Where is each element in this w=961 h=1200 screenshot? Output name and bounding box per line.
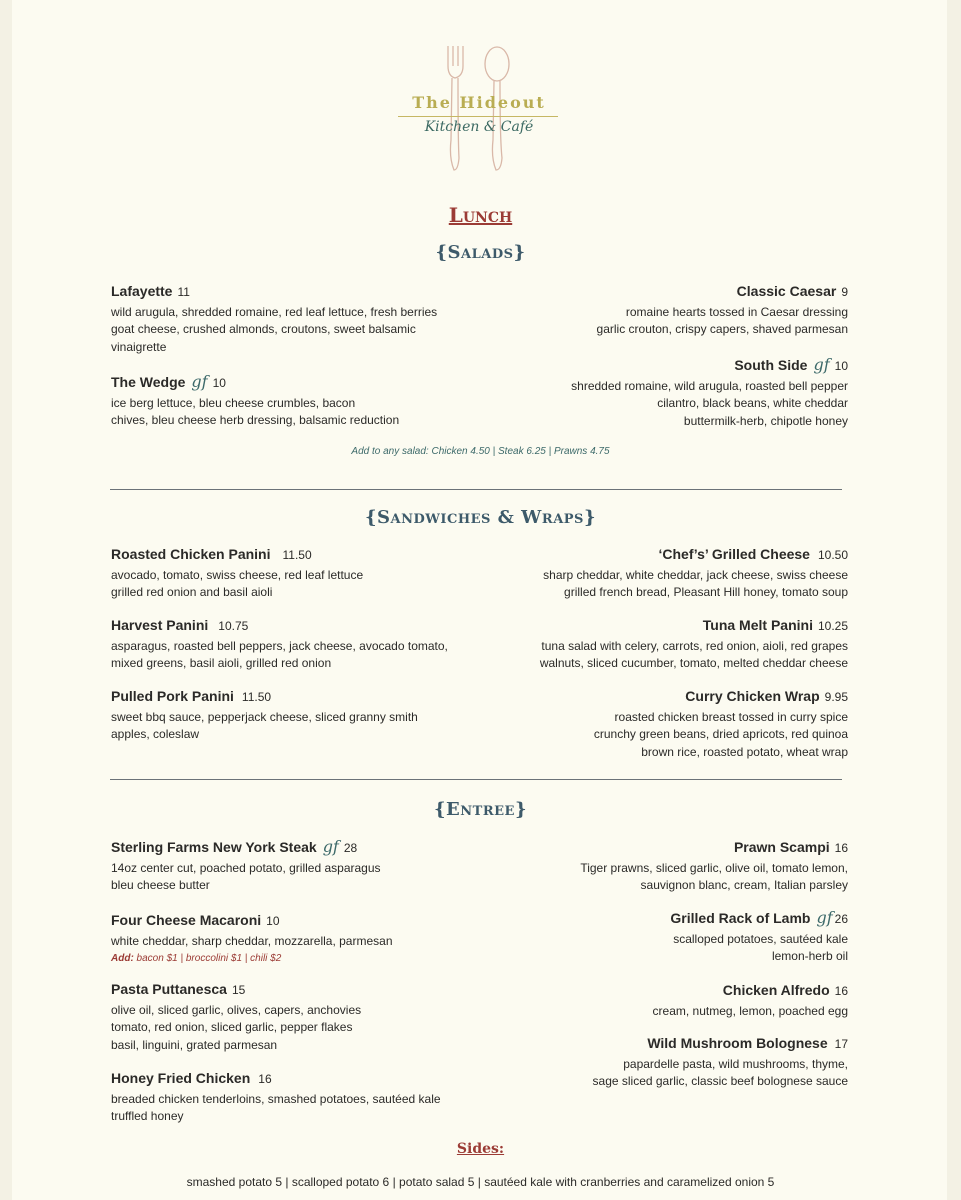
item-desc: avocado, tomato, swiss cheese, red leaf lettuce — [111, 567, 364, 582]
item-desc: tuna salad with celery, carrots, red onion, aioli, red grapes — [541, 638, 848, 653]
menu-item-macaroni — [111, 912, 393, 968]
item-desc: sage sliced garlic, classic beef bolognese sauce — [592, 1074, 848, 1088]
gluten-free-mark: gf — [813, 355, 830, 374]
menu-item-puttanesca — [111, 981, 361, 1054]
item-desc: goat cheese, crushed almonds, croutons, sweet balsamic — [111, 322, 416, 336]
logo-rule — [398, 116, 558, 117]
item-desc: romaine hearts tossed in Caesar dressing — [625, 304, 848, 319]
menu-item-prawn-scampi — [580, 839, 848, 895]
item-desc: 14oz center cut, poached potato, grilled asparagus — [111, 860, 381, 875]
item-price: 16 — [834, 984, 848, 998]
menu-item-rack-of-lamb — [670, 909, 848, 966]
item-desc: Tiger prawns, sliced garlic, olive oil, tomato lemon, — [580, 860, 848, 875]
menu-item-wedge — [111, 373, 399, 430]
item-desc: buttermilk-herb, chipotle honey — [683, 413, 848, 428]
menu-item-harvest-panini — [111, 617, 448, 673]
item-name: Prawn Scampi — [733, 839, 830, 855]
item-name: Chicken Alfredo — [722, 982, 830, 998]
item-desc: papardelle pasta, wild mushrooms, thyme, — [623, 1056, 848, 1071]
item-desc: sauvignon blanc, cream, Italian parsley — [640, 878, 848, 892]
item-desc: grilled french bread, Pleasant Hill honey, tomato soup — [564, 585, 848, 599]
item-desc: cilantro, black beans, white cheddar — [657, 396, 848, 410]
menu-item-mushroom-bolognese — [593, 1035, 848, 1091]
logo-name: The Hideout — [412, 93, 546, 112]
item-desc: sharp cheddar, white cheddar, jack cheese, swiss cheese — [543, 567, 848, 582]
item-desc: garlic crouton, crispy capers, shaved parmesan — [596, 322, 848, 336]
item-desc: shredded romaine, wild arugula, roasted bell pepper — [571, 378, 848, 393]
item-name: Pulled Pork Panini — [111, 688, 234, 704]
item-desc: olive oil, sliced garlic, olives, capers, anchovies — [111, 1002, 362, 1017]
item-desc: crunchy green beans, dried apricots, red quinoa — [593, 727, 848, 741]
item-name: Pasta Puttanesca — [111, 981, 227, 997]
item-price: 11.50 — [241, 690, 272, 704]
item-name: South Side — [734, 357, 808, 373]
item-desc: walnuts, sliced cucumber, tomato, melted cheddar cheese — [539, 656, 848, 670]
item-name: Sterling Farms New York Steak — [111, 839, 317, 855]
gluten-free-mark: gf — [816, 908, 833, 927]
item-desc: ice berg lettuce, bleu cheese crumbles, bacon — [111, 395, 356, 410]
item-desc: apples, coleslaw — [111, 727, 200, 741]
menu-item-caesar — [597, 283, 848, 339]
item-desc: sweet bbq sauce, pepperjack cheese, sliced granny smith — [111, 709, 418, 724]
item-name: The Wedge — [111, 374, 186, 390]
section-title-salads: {Salads} — [435, 242, 526, 263]
item-name: Four Cheese Macaroni — [111, 912, 262, 928]
item-price: 26 — [834, 912, 848, 926]
salad-addon-note: Add to any salad: Chicken 4.50 | Steak 6.25 | Prawns 4.75 — [351, 446, 610, 457]
item-desc: asparagus, roasted bell peppers, jack cheese, avocado tomato, — [111, 638, 448, 653]
menu-item-curry-wrap — [594, 688, 848, 761]
item-name: Honey Fried Chicken — [111, 1070, 251, 1086]
item-desc: basil, linguini, grated parmesan — [111, 1037, 278, 1052]
item-desc: chives, bleu cheese herb dressing, balsamic reduction — [111, 413, 400, 427]
section-title-sandwiches: {Sandwiches & Wraps} — [364, 507, 597, 528]
item-price: 10 — [834, 359, 848, 373]
menu-item-chicken-alfredo — [653, 982, 848, 1020]
addon-label: Add: — [111, 953, 134, 964]
item-desc: wild arugula, shredded romaine, red leaf lettuce, fresh berries — [111, 304, 438, 319]
menu-item-grilled-cheese — [543, 546, 848, 602]
item-name: Harvest Panini — [111, 617, 209, 633]
item-price: 15 — [231, 983, 246, 997]
item-name: Wild Mushroom Bolognese — [647, 1035, 828, 1051]
item-desc: breaded chicken tenderloins, smashed potatoes, sautéed kale — [111, 1091, 441, 1106]
item-name: Grilled Rack of Lamb — [670, 910, 811, 926]
section-divider — [110, 489, 842, 490]
item-price: 9.95 — [824, 690, 848, 704]
item-desc: scalloped potatoes, sautéed kale — [673, 931, 848, 946]
logo — [396, 40, 566, 175]
item-desc: lemon-herb oil — [771, 949, 848, 963]
item-price: 9 — [841, 285, 848, 299]
gluten-free-mark: gf — [322, 837, 339, 856]
macaroni-addons — [111, 950, 393, 968]
item-price: 11 — [177, 285, 190, 299]
logo-subtitle: Kitchen & Café — [424, 119, 534, 135]
item-price: 10.75 — [218, 619, 249, 633]
item-price: 10.50 — [817, 548, 848, 562]
gluten-free-mark: gf — [191, 372, 208, 391]
item-price: 10 — [212, 376, 226, 390]
item-desc: cream, nutmeg, lemon, poached egg — [652, 1003, 848, 1018]
item-desc: vinaigrette — [111, 339, 167, 354]
item-name: Curry Chicken Wrap — [685, 688, 820, 704]
item-desc: grilled red onion and basil aioli — [111, 585, 273, 599]
section-divider — [110, 779, 842, 780]
item-name: Roasted Chicken Panini — [111, 546, 271, 562]
item-desc: tomato, red onion, sliced garlic, pepper flakes — [111, 1020, 353, 1034]
addon-options: bacon $1 | broccolini $1 | chili $2 — [133, 953, 282, 964]
menu-item-ny-steak — [111, 838, 381, 895]
sides-title: Sides: — [456, 1141, 505, 1157]
item-price: 10 — [266, 914, 280, 928]
menu-item-southside — [571, 356, 848, 430]
menu-item-honey-fried-chicken — [111, 1070, 441, 1126]
item-name: ‘Chef’s’ Grilled Cheese — [658, 546, 810, 562]
item-price: 16 — [834, 841, 848, 855]
item-desc: truffled honey — [111, 1109, 184, 1123]
item-name: Tuna Melt Panini — [702, 617, 813, 633]
item-price: 11.50 — [282, 548, 312, 562]
item-desc: bleu cheese butter — [111, 878, 210, 892]
item-price: 10.25 — [817, 619, 848, 633]
item-price: 28 — [343, 841, 358, 855]
item-price: 17 — [834, 1037, 848, 1051]
menu-item-lafayette — [111, 283, 437, 356]
item-desc: brown rice, roasted potato, wheat wrap — [641, 744, 848, 759]
item-name: Lafayette — [111, 283, 173, 299]
item-desc: white cheddar, sharp cheddar, mozzarella, parmesan — [111, 933, 393, 948]
menu-item-tuna-melt — [540, 617, 848, 673]
item-price: 16 — [258, 1072, 272, 1086]
item-desc: roasted chicken breast tossed in curry spice — [614, 709, 848, 724]
section-title-entree: {Entree} — [433, 799, 528, 820]
menu-item-pulled-pork-panini — [111, 688, 418, 744]
item-desc: mixed greens, basil aioli, grilled red onion — [111, 656, 332, 670]
menu-item-chicken-panini — [111, 546, 363, 602]
sides-list: smashed potato 5 | scalloped potato 6 | potato salad 5 | sautéed kale with cranberries and caramelized onion 5 — [186, 1175, 775, 1189]
menu-title: Lunch — [448, 203, 513, 227]
item-name: Classic Caesar — [736, 283, 837, 299]
